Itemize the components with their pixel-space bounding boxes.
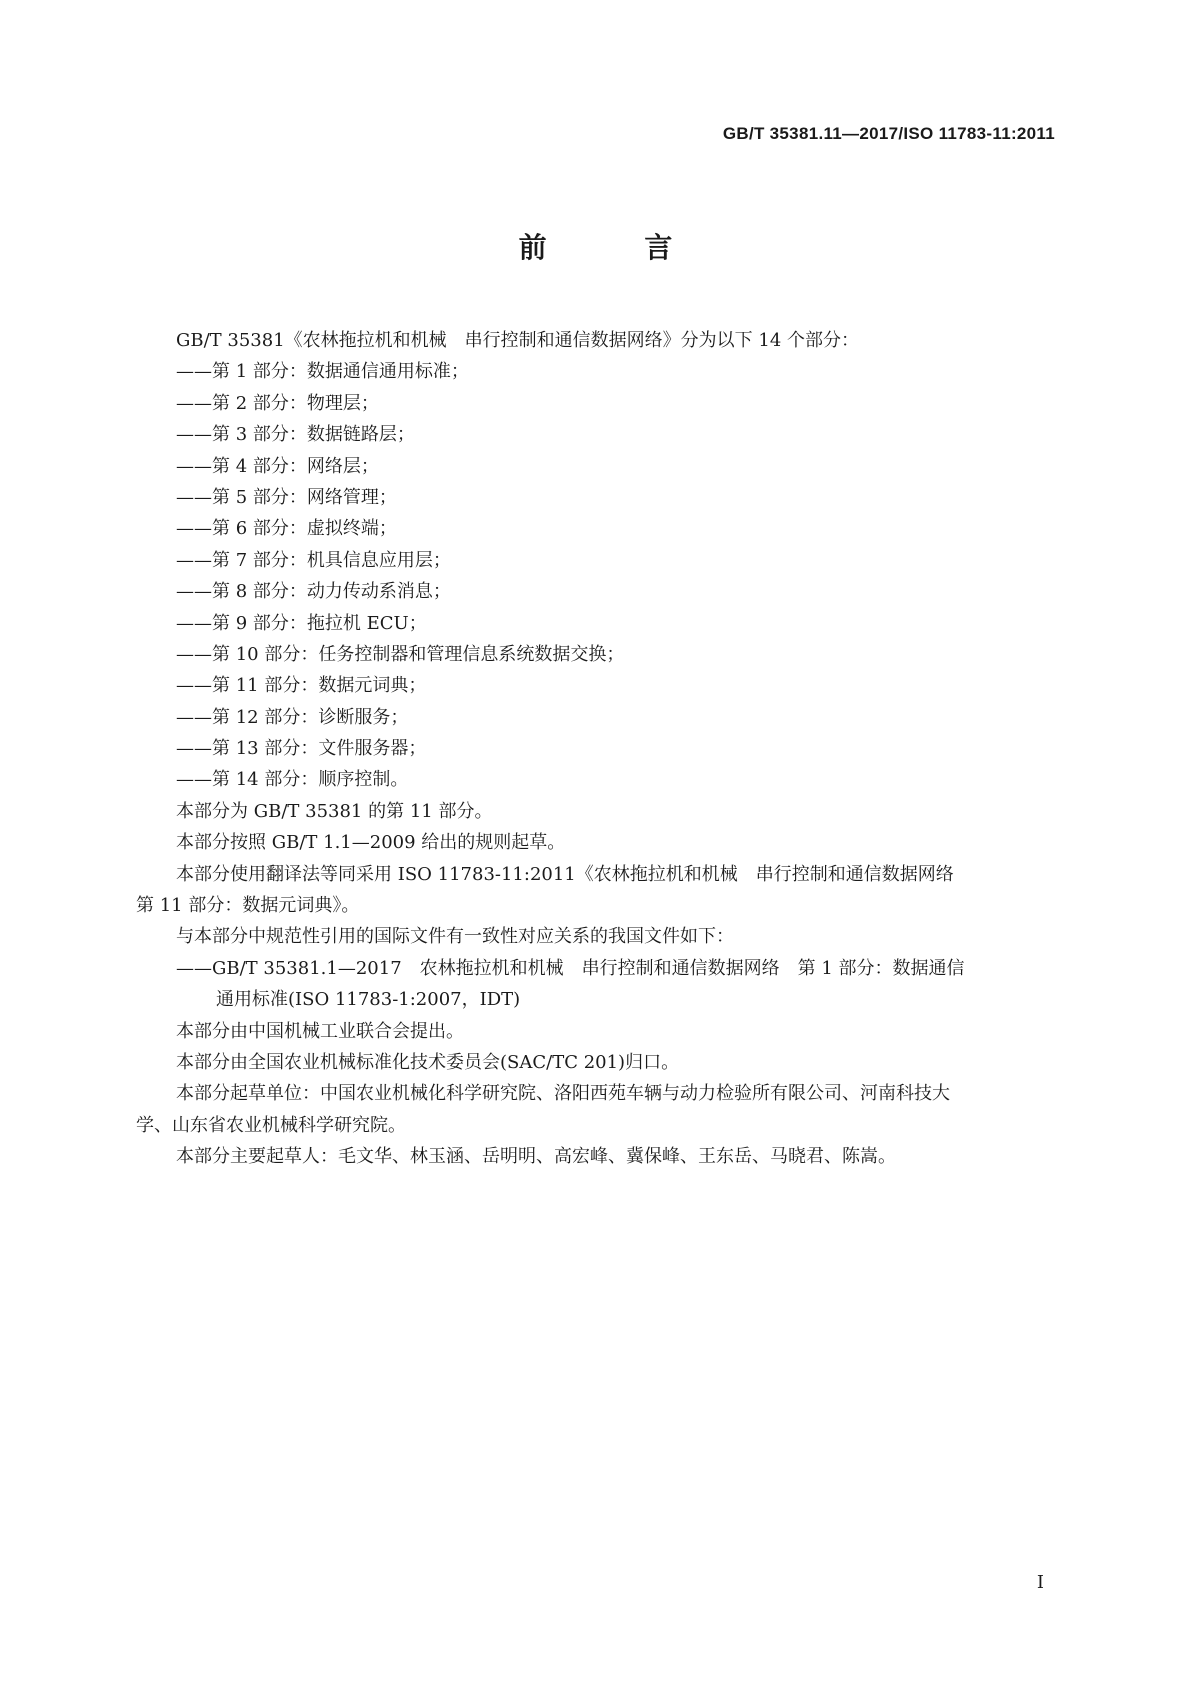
list-item: ——第 5 部分：网络管理； [176,486,397,508]
list-item: ——第 1 部分：数据通信通用标准； [176,361,469,383]
translation-paragraph-cont: 第 11 部分：数据元词典》。 [136,895,360,917]
list-item: ——第 8 部分：动力传动系消息； [176,581,451,603]
page-number: I [1036,1572,1044,1593]
page-title: 前 言 [518,231,717,264]
list-item: ——第 3 部分：数据链路层； [176,424,415,446]
intro-paragraph: GB/T 35381《农林拖拉机和机械 串行控制和通信数据网络》分为以下 14 个部分： [176,330,860,351]
list-item: ——第 2 部分：物理层； [176,392,379,414]
list-item: ——第 9 部分：拖拉机 ECU； [176,612,427,634]
drafting-units-paragraph-cont: 学、山东省农业机械科学研究院。 [136,1114,406,1136]
drafting-units-paragraph: 本部分起草单位：中国农业机械化科学研究院、洛阳西苑车辆与动力检验所有限公司、河南科技大 [176,1083,950,1105]
list-item: ——第 11 部分：数据元词典； [176,675,427,697]
document-body [136,325,1056,1173]
list-item: ——第 4 部分：网络层； [176,455,379,477]
correspondence-paragraph: 与本部分中规范性引用的国际文件有一致性对应关系的我国文件如下： [176,926,734,948]
list-item: ——第 13 部分：文件服务器； [176,738,427,760]
correspondence-item-cont: 通用标准(ISO 11783-1:2007，IDT) [216,989,521,1011]
administered-by-paragraph: 本部分由全国农业机械标准化技术委员会(SAC/TC 201)归口。 [176,1051,680,1073]
list-item: ——第 10 部分：任务控制器和管理信息系统数据交换； [176,643,625,665]
translation-paragraph: 本部分使用翻译法等同采用 ISO 11783-11:2011《农林拖拉机和机械 串行控制和通信数据网络 [176,863,954,885]
drafters-paragraph: 本部分主要起草人：毛文华、林玉涵、岳明明、高宏峰、冀保峰、王东岳、马晓君、陈嵩。 [176,1146,896,1168]
part-of-paragraph: 本部分为 GB/T 35381 的第 11 部分。 [176,800,493,822]
standard-code: GB/T 35381.11—2017/ISO 11783-11:2011 [722,124,1055,143]
list-item: ——第 7 部分：机具信息应用层； [176,549,451,571]
list-item: ——第 6 部分：虚拟终端； [176,518,397,540]
list-item: ——第 12 部分：诊断服务； [176,706,409,728]
correspondence-item: ——GB/T 35381.1—2017 农林拖拉机和机械 串行控制和通信数据网络 第 1 部分：数据通信 [176,957,965,979]
proposed-by-paragraph: 本部分由中国机械工业联合会提出。 [176,1020,464,1042]
drafting-rules-paragraph: 本部分按照 GB/T 1.1—2009 给出的规则起草。 [176,832,566,854]
list-item: ——第 14 部分：顺序控制。 [176,769,409,791]
